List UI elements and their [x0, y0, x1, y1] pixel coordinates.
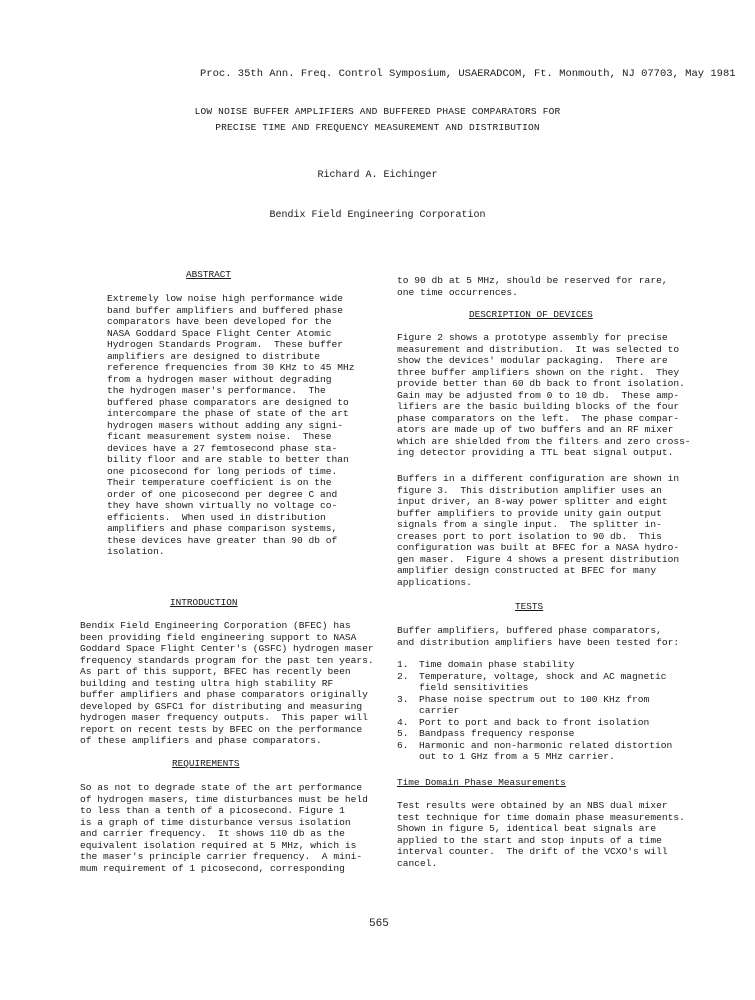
text-line: amplifier design constructed at BFEC for many — [397, 565, 657, 576]
text-line: comparators have been developed for the — [107, 316, 332, 327]
list-item-text: Bandpass frequency response — [419, 728, 575, 739]
text-line: ators are made up of two buffers and an RF mixer — [397, 424, 674, 435]
text-line: Figure 2 shows a prototype assembly for precise — [397, 332, 668, 343]
list-item-number: 5. — [397, 728, 409, 739]
text-line: measurement and distribution. It was selected to — [397, 343, 680, 355]
list-item-number: 1. — [397, 659, 409, 670]
text-line: applied to the start and stop inputs of a time — [397, 834, 662, 846]
text-line: As part of this support, BFEC has recently been — [80, 666, 351, 677]
list-item — [397, 671, 727, 694]
list-item-text: Temperature, voltage, shock and AC magnetic field sensitivities — [419, 670, 667, 693]
text-line: intercompare the phase of state of the art — [107, 408, 349, 419]
text-line: reference frequencies from 30 KHz to 45 MHz — [107, 362, 355, 373]
paper-title-line2: PRECISE TIME AND FREQUENCY MEASUREMENT AND DISTRIBUTION — [215, 122, 540, 133]
introduction-heading: INTRODUCTION — [170, 597, 238, 608]
requirements-body — [80, 782, 368, 874]
page-number: 565 — [369, 918, 389, 930]
text-line: the maser's principle carrier frequency. A mini- — [80, 851, 363, 862]
text-line: of these amplifiers and phase comparators. — [80, 735, 322, 746]
description-heading: DESCRIPTION OF DEVICES — [469, 309, 593, 320]
text-line: So as not to degrade state of the art performance — [80, 782, 363, 793]
text-line: Test results were obtained by an NBS dual mixer — [397, 800, 668, 811]
text-line: show the devices' modular packaging. There are — [397, 355, 668, 366]
text-line: band buffer amplifiers and buffered phase — [107, 304, 344, 316]
requirements-heading: REQUIREMENTS — [172, 758, 240, 769]
text-line: they have shown virtually no voltage co- — [107, 500, 338, 511]
text-line: devices have a 27 femtosecond phase sta- — [107, 442, 338, 454]
abstract-body — [107, 293, 355, 558]
tests-list — [397, 659, 727, 763]
text-line: provide better than 60 db back to front isolation. — [397, 378, 685, 389]
text-line: lifiers are the basic building blocks of the four — [397, 401, 680, 412]
text-line: order of one picosecond per degree C and — [107, 488, 338, 500]
list-item-number: 3. — [397, 693, 409, 705]
text-line: input driver, an 8-way power splitter and eight — [397, 496, 668, 507]
introduction-body — [80, 620, 374, 747]
text-line: Gain may be adjusted from 0 to 10 db. These amp- — [397, 389, 680, 401]
text-line: of hydrogen masers, time disturbances must be held — [80, 793, 368, 805]
text-line: been providing field engineering support to NASA — [80, 631, 357, 643]
text-line: Goddard Space Flight Center's (GSFC) hydrogen maser — [80, 643, 374, 654]
text-line: buffer amplifiers to provide unity gain output — [397, 507, 662, 519]
list-item — [397, 740, 727, 763]
text-line: bility floor and are stable to better than — [107, 454, 349, 465]
description-para1 — [397, 332, 691, 459]
list-item — [397, 659, 727, 671]
text-line: developed by GSFC1 for distributing and measuring — [80, 700, 363, 712]
text-line: one picosecond for long periods of time. — [107, 465, 338, 477]
text-line: cancel. — [397, 857, 438, 869]
text-line: phase comparators on the left. The phase compar- — [397, 412, 680, 424]
citation-header: Proc. 35th Ann. Freq. Control Symposium, USAERADCOM, Ft. Monmouth, NJ 07703, May 1981 — [200, 68, 736, 80]
text-line: frequency standards program for the past ten years. — [80, 654, 374, 666]
text-line: the hydrogen maser's performance. The — [107, 385, 326, 396]
text-line: applications. — [397, 576, 472, 588]
list-item-number: 2. — [397, 670, 409, 682]
text-line: gen maser. Figure 4 shows a present distribution — [397, 553, 680, 565]
text-line: and carrier frequency. It shows 110 db as the — [80, 828, 345, 839]
text-line: NASA Goddard Space Flight Center Atomic — [107, 327, 332, 339]
text-line: isolation. — [107, 546, 165, 557]
text-line: one time occurrences. — [397, 286, 518, 298]
affiliation: Bendix Field Engineering Corporation — [269, 210, 486, 221]
text-line: test technique for time domain phase measurements. — [397, 811, 685, 823]
list-item — [397, 717, 727, 729]
list-item — [397, 728, 727, 740]
text-line: equivalent isolation required at 5 MHz, which is — [80, 839, 357, 851]
time-domain-heading: Time Domain Phase Measurements — [397, 777, 566, 788]
text-line: report on recent tests by BFEC on the performance — [80, 723, 363, 735]
text-line: configuration was built at BFEC for a NASA hydro- — [397, 542, 680, 553]
text-line: interval counter. The drift of the VCXO's will — [397, 846, 668, 857]
tests-intro — [397, 625, 679, 648]
text-line: Extremely low noise high performance wide — [107, 293, 344, 304]
time-domain-body — [397, 800, 685, 869]
list-item — [397, 694, 727, 717]
text-line: hydrogen maser frequency outputs. This paper will — [80, 712, 368, 723]
list-item-text: Phase noise spectrum out to 100 KHz from carrier — [419, 693, 650, 716]
text-line: to 90 db at 5 MHz, should be reserved for rare, — [397, 275, 668, 286]
list-item-number: 6. — [397, 739, 409, 751]
text-line: Hydrogen Standards Program. These buffer — [107, 339, 344, 350]
text-line: mum requirement of 1 picosecond, corresponding — [80, 862, 345, 874]
text-line: ficant measurement system noise. These — [107, 431, 332, 442]
abstract-heading: ABSTRACT — [186, 269, 232, 280]
text-line: building and testing ultra high stability RF — [80, 677, 334, 689]
description-para2 — [397, 473, 679, 588]
text-line: Shown in figure 5, identical beat signals are — [397, 823, 657, 834]
text-line: Buffer amplifiers, buffered phase comparators, — [397, 625, 662, 636]
text-line: creases port to port isolation to 90 db. This — [397, 530, 662, 542]
text-line: hydrogen masers without adding any signi- — [107, 419, 344, 431]
tests-heading: TESTS — [515, 601, 544, 612]
list-item-text: Time domain phase stability — [419, 659, 575, 670]
author: Richard A. Eichinger — [317, 170, 438, 181]
list-item-text: Port to port and back to front isolation — [419, 716, 650, 728]
text-line: amplifiers are designed to distribute — [107, 350, 321, 362]
text-line: which are shielded from the filters and zero cross- — [397, 435, 691, 447]
list-item-number: 4. — [397, 716, 409, 728]
text-line: from a hydrogen maser without degrading — [107, 373, 332, 385]
list-item-text: Harmonic and non-harmonic related distortion out to 1 GHz from a 5 MHz carrier. — [419, 739, 673, 762]
text-line: signals from a single input. The splitter in- — [397, 519, 662, 530]
text-line: three buffer amplifiers shown on the right. They — [397, 366, 680, 378]
text-line: these devices have greater than 90 db of — [107, 534, 338, 546]
requirements-continued — [397, 275, 668, 298]
text-line: Buffers in a different configuration are shown in — [397, 473, 680, 484]
paper-title-line1: LOW NOISE BUFFER AMPLIFIERS AND BUFFERED PHASE COMPARATORS FOR — [194, 106, 561, 117]
text-line: efficients. When used in distribution — [107, 511, 326, 523]
text-line: to less than a tenth of a picosecond. Figure 1 — [80, 805, 345, 816]
text-line: ing detector providing a TTL beat signal output. — [397, 447, 674, 458]
text-line: figure 3. This distribution amplifier uses an — [397, 484, 662, 496]
text-line: buffer amplifiers and phase comparators originally — [80, 689, 368, 700]
text-line: amplifiers and phase comparison systems, — [107, 523, 338, 534]
text-line: is a graph of time disturbance versus isolation — [80, 816, 351, 828]
text-line: Their temperature coefficient is on the — [107, 477, 332, 488]
text-line: and distribution amplifiers have been tested for: — [397, 636, 680, 648]
text-line: buffered phase comparators are designed to — [107, 396, 349, 408]
text-line: Bendix Field Engineering Corporation (BFEC) has — [80, 620, 351, 631]
